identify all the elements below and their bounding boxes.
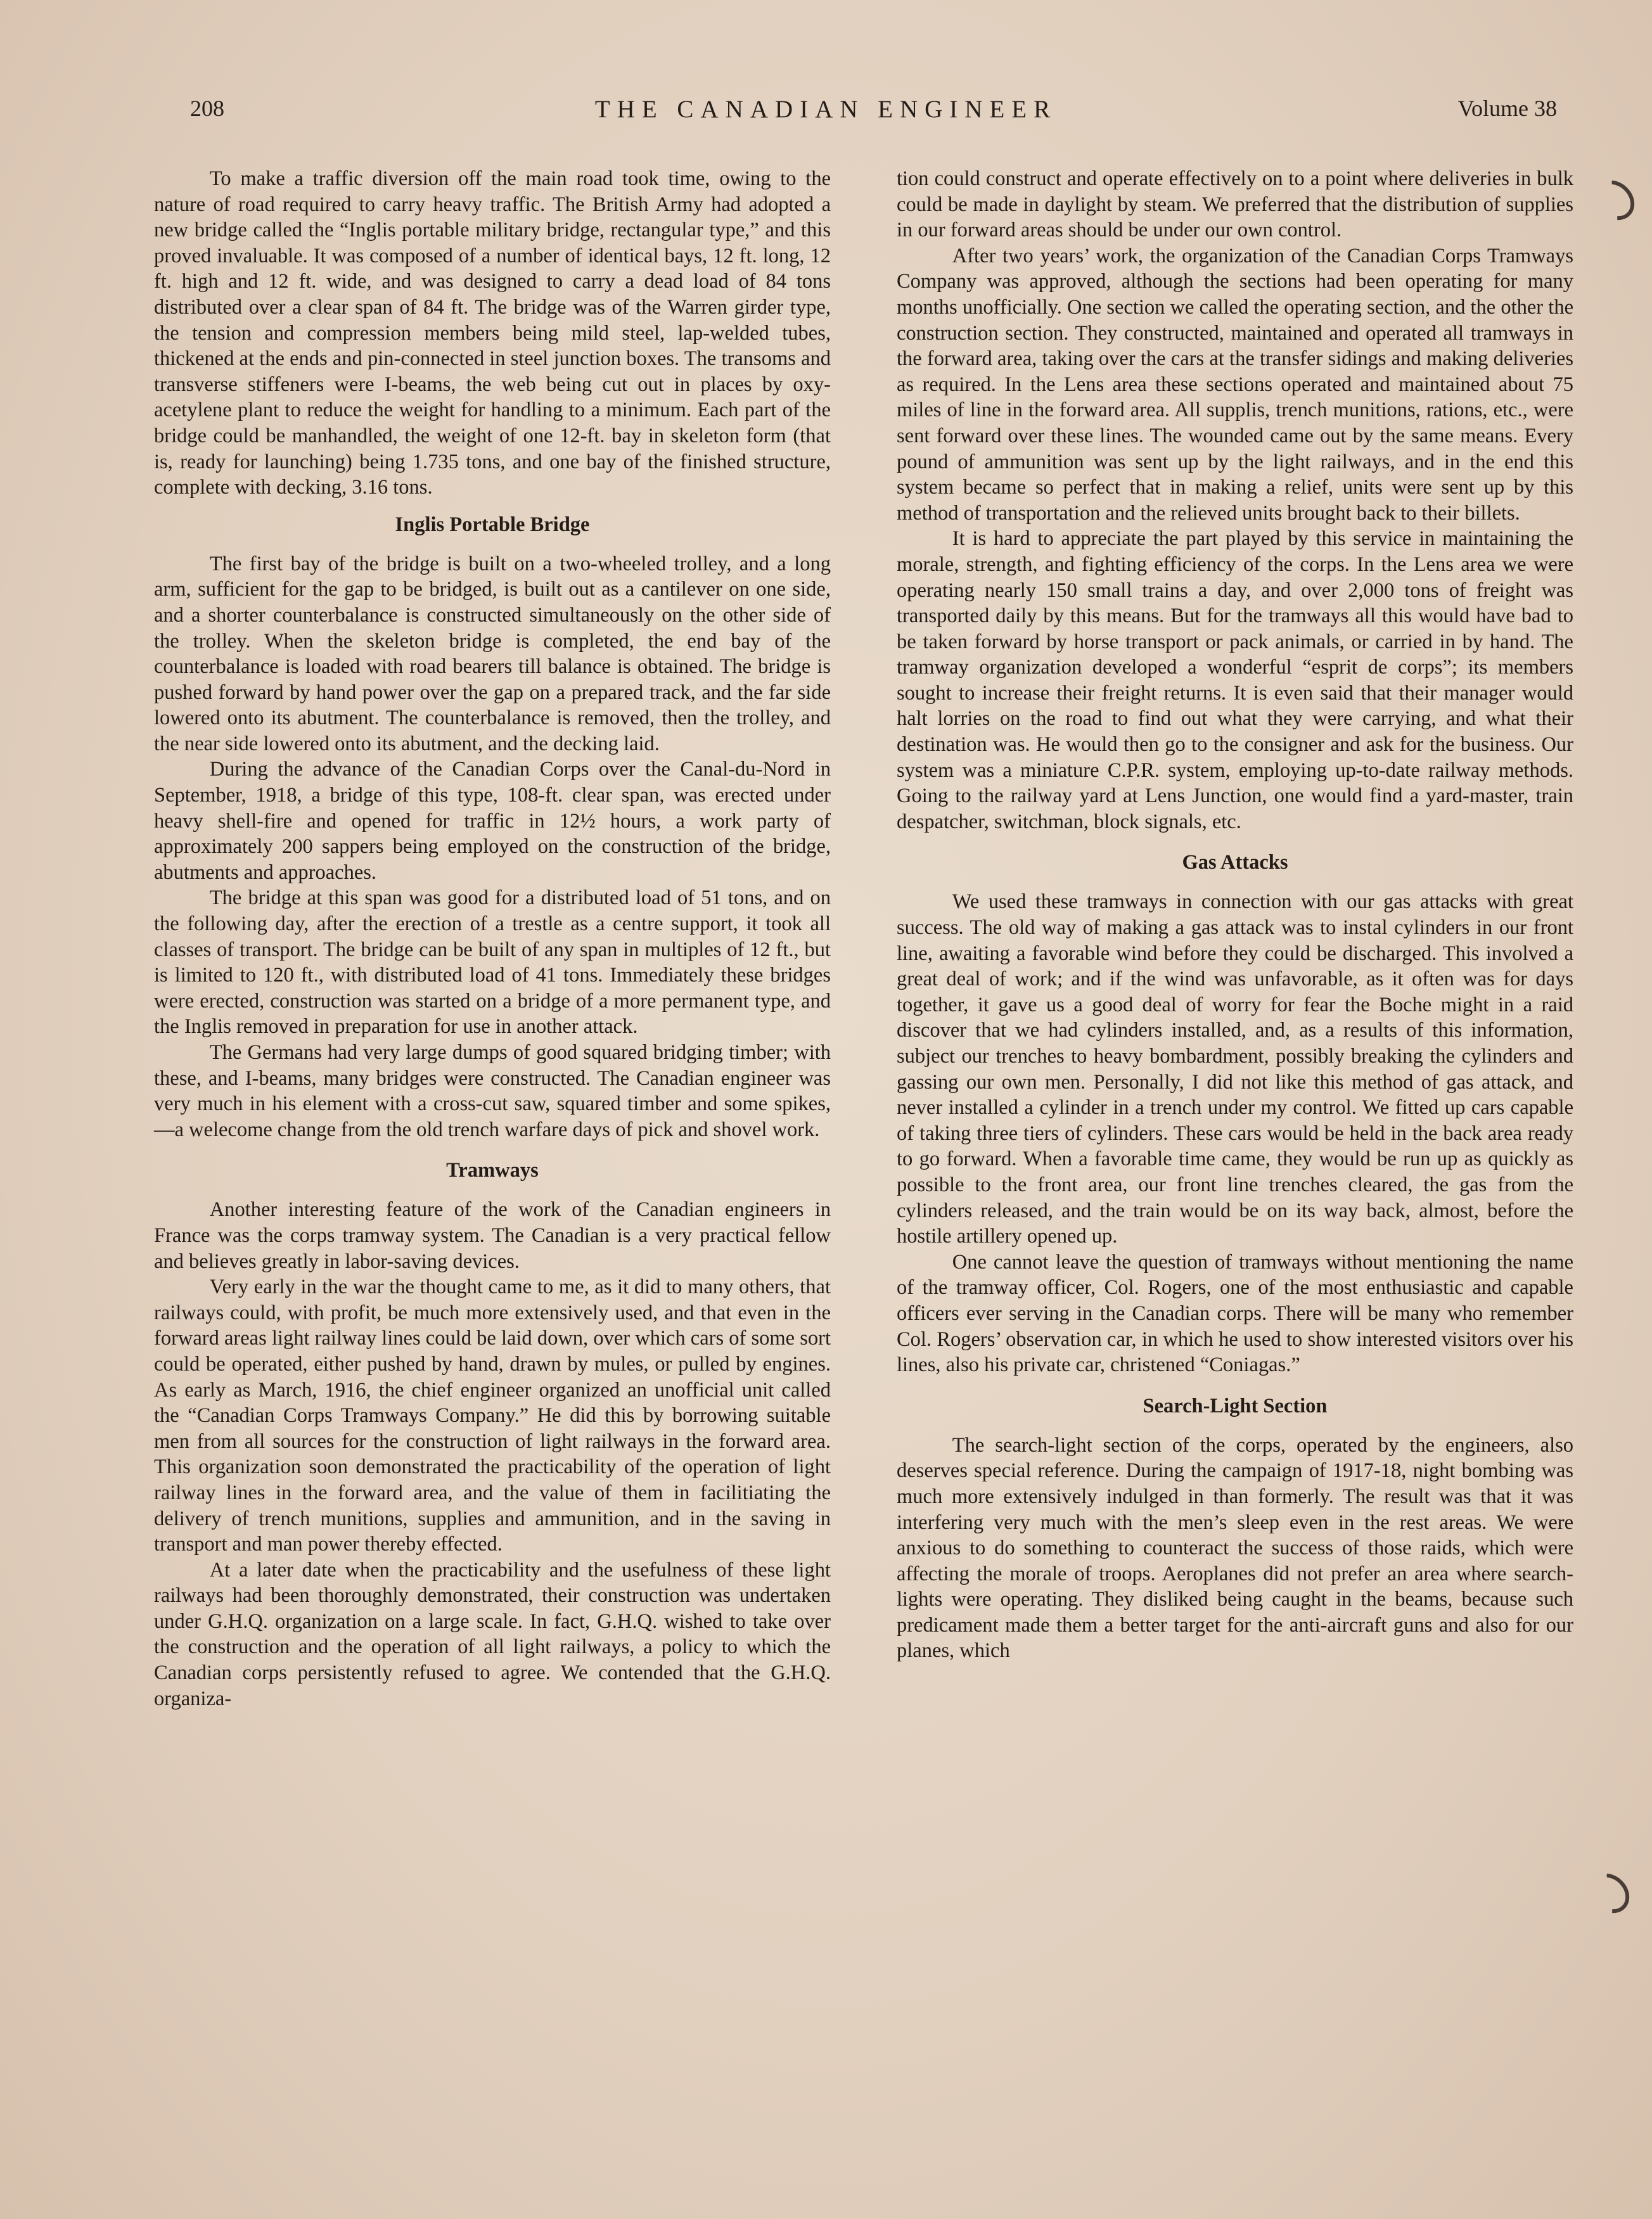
paragraph: The search-light section of the corps, operated by the engineers, also deserves special reference. During the campaign of 1917-18, night bombing was much more extensively indulged in than formerly. The result was that it was interfering very much with the men’s sleep even in the rest areas. We were anxious to do something to counteract the success of those raids, which were affecting the morale of troops. Aeroplanes did not prefer an area where search-lights were operating. They disliked being caught in the beams, because such predicament made them a better target for the anti-aircraft guns and also for our planes, which [897, 1433, 1573, 1663]
paragraph: Another interesting feature of the work of the Canadian engineers in France was the corps tramway system. The Canadian is a very practical fellow and believes greatly in labor-saving devices. [154, 1198, 831, 1273]
paragraph: The Germans had very large dumps of good squared bridging timber; with these, and I-beams, many bridges were constructed. The Canadian engineer was very much in his element with a cross-cut saw, squared timber and some spikes,—a welecome change from the old trench warfare days of pick and shovel work. [154, 1041, 831, 1141]
volume-label: Volume 38 [1457, 96, 1557, 121]
journal-title: THE CANADIAN ENGINEER [594, 96, 1058, 123]
paragraph: To make a traffic diversion off the main road took time, owing to the nature of road required to carry heavy traffic. The British Army had adopted a new bridge called the “Inglis portable military bridge, rectangular type,” and this proved invaluable. It was composed of a number of identical bays, 12 ft. long, 12 ft. high and 12 ft. wide, and was designed to carry a dead load of 84 tons distributed over a clear span of 84 ft. The bridge was of the Warren girder type, the tension and compression members being mild steel, lap-welded tubes, thickened at the ends and pin-connected in steel junction boxes. The transoms and transverse stiffeners were I-beams, the web being cut out in places by oxy-acetylene plant to reduce the weight for handling to a minimum. Each part of the bridge could be manhandled, the weight of one 12-ft. bay in skeleton form (that is, ready for launching) being 1.735 tons, and one bay of the finished structure, complete with decking, 3.16 tons. [154, 167, 831, 499]
paragraph: During the advance of the Canadian Corps over the Canal-du-Nord in September, 1918, a bridge of this type, 108-ft. clear span, was erected under heavy shell-fire and opened for traffic in 12½ hours, a work party of approximately 200 sappers being employed on the construction of the bridge, abutments and approaches. [154, 758, 831, 884]
page-number: 208 [190, 96, 224, 121]
paragraph: One cannot leave the question of tramways without mentioning the name of the tramway officer, Col. Rogers, one of the most enthusiastic and capable officers ever serving in the Canadian corps. There will be many who remember Col. Rogers’ observation car, in which he used to show interested visitors over his lines, also his private car, christened “Coniagas.” [897, 1250, 1573, 1377]
section-heading: Gas Attacks [1182, 851, 1288, 874]
section-heading: Inglis Portable Bridge [395, 513, 590, 536]
binding-hole-mark [1582, 1865, 1637, 1921]
paragraph: tion could construct and operate effectively on to a point where deliveries in bulk could be made in daylight by steam. We preferred that the distribution of supplies in our forward areas should be under our own control. [897, 167, 1573, 242]
paragraph: After two years’ work, the organization of the Canadian Corps Tramways Company was approved, although the sections had been operating for many months unofficially. One section we called the operating section, and the other the construction section. They constructed, maintained and operated all tramways in the forward area, taking over the cars at the transfer sidings and making deliveries as required. In the Lens area these sections operated and maintained about 75 miles of line in the forward area. All supplis, trench munitions, rations, etc., were sent forward over these lines. The wounded came out by the same means. Every pound of ammunition was sent up by the light railways, and in the end this system became so perfect that in making a relief, units were sent up by this method of transportation and the relieved units brought back to their billets. [897, 244, 1573, 525]
section-heading: Search-Light Section [1143, 1394, 1328, 1417]
paragraph: Very early in the war the thought came to me, as it did to many others, that railways could, with profit, be much more extensively used, and that even in the forward areas light railway lines could be laid down, over which cars of some sort could be operated, either pushed by hand, drawn by mules, or pulled by engines. As early as March, 1916, the chief engineer organized an unofficial unit called the “Canadian Corps Tramways Company.” He did this by borrowing suitable men from all sources for the construction of light railways in the forward area. This organization soon demonstrated the practicability of the operation of light railway lines in the forward area, and the value of them in facilitiating the delivery of trench munitions, supplies and ammunition, and in the saving in transport and man power thereby effected. [154, 1276, 831, 1556]
paragraph: The bridge at this span was good for a distributed load of 51 tons, and on the following day, after the erection of a trestle as a centre support, it took all classes of transport. The bridge can be built of any span in multiples of 12 ft., but is limited to 120 ft., with distributed load of 41 tons. Immediately these bridges were erected, construction was started on a bridge of a more permanent type, and the Inglis removed in preparation for use in another attack. [154, 886, 831, 1039]
paragraph: We used these tramways in connection with our gas attacks with great success. The old way of making a gas attack was to instal cylinders in our front line, awaiting a favorable wind before they could be discharged. This involved a great deal of work; and if the wind was unfavorable, as it often was for days together, it gave us a good deal of worry for fear the Boche might in a raid discover that we had cylinders installed, and, as a results of this information, subject our trenches to heavy bombardment, possibly breaking the cylinders and gassing our own men. Personally, I did not like this method of gas attack, and never installed a cylinder in a trench under my control. We fitted up cars capable of taking three tiers of cylinders. These cars would be held in the back area ready to go forward. When a favorable time came, they would be run up as quickly as possible to the front area, our front line trenches cleared, the gas from the cylinders released, and the train would be on its way back, almost, before the hostile artillery opened up. [897, 890, 1573, 1248]
left-column [154, 166, 831, 1711]
right-column [897, 166, 1573, 1664]
binding-hole-mark [1587, 172, 1642, 228]
paragraph: The first bay of the bridge is built on a two-wheeled trolley, and a long arm, sufficient for the gap to be bridged, is built out as a cantilever on one side, and a shorter counterbalance is constructed simultaneously on the other side of the trolley. When the skeleton bridge is completed, the end bay of the counterbalance is loaded with road bearers till balance is obtained. The bridge is pushed forward by hand power over the gap on a prepared track, and the far side lowered onto its abutment. The counterbalance is removed, then the trolley, and the near side lowered onto its abutment, and the decking laid. [154, 552, 831, 755]
paragraph: It is hard to appreciate the part played by this service in maintaining the morale, strength, and fighting efficiency of the corps. In the Lens area we were operating nearly 150 small trains a day, and over 2,000 tons of freight was transported daily by this means. But for the tramways all this would have bad to be taken forward by horse transport or pack animals, or carried in by hand. The tramway organization developed a wonderful “esprit de corps”; its members sought to increase their freight returns. It is even said that their manager would halt lorries on the road to find out what they were carrying, and what their destination was. He would then go to the consigner and ask for the business. Our system was a miniature C.P.R. system, employing up-to-date railway methods. Going to the railway yard at Lens Junction, one would find a yard-master, train despatcher, switchman, block signals, etc. [897, 527, 1573, 833]
section-heading: Tramways [446, 1159, 539, 1182]
running-header [0, 95, 1652, 133]
paragraph: At a later date when the practicability and the usefulness of these light railways had been thoroughly demonstrated, their construction was undertaken under G.H.Q. organization on a large scale. In fact, G.H.Q. wished to take over the construction and the operation of all light railways, a policy to which the Canadian corps persistently refused to agree. We contended that the G.H.Q. organiza- [154, 1558, 831, 1710]
